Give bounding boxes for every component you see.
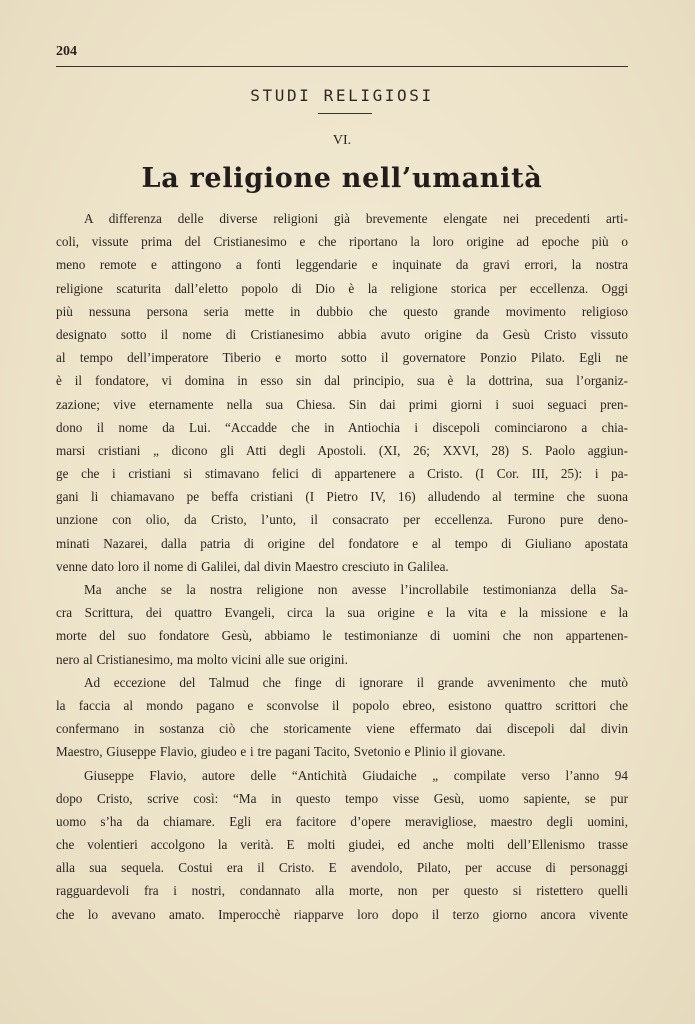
text-line: religione scaturita dall’eletto popolo di Dio è la religione storica per eccellenza. Oggi [56,280,628,296]
text-line: più nessuna persona seria mette in dubbio che questo grande movimento religioso [56,303,628,319]
text-line: confermano in sostanza ciò che storicamente viene effermato dai discepoli dal divin [56,721,628,737]
text-line: unzione con olio, da Cristo, l’unto, il consacrato per eccellenza. Furono pure deno- [56,512,628,528]
text-line: designato sotto il nome di Cristianesimo abbia avuto origine da Gesù Cristo vissuto [56,326,628,342]
text-line: zazione; vive eternamente nella sua Chiesa. Sin dai primi giorni i suoi seguaci pren- [56,396,628,412]
text-line: alla sua sequela. Costui era il Cristo. E avendolo, Pilato, per accuse di personaggi [56,860,628,876]
text-line: ge che i cristiani si stimavano felici di appartenere a Cristo. (I Cor. III, 25): i pa- [56,466,628,482]
text-line: Giuseppe Flavio, autore delle “Antichità Giudaiche „ compilate verso l’anno 94 [84,767,628,783]
text-line: uomo s’ha da chiamare. Egli era facitore d’opere meravigliose, maestro degli uomini, [56,813,628,829]
text-line: la faccia al mondo pagano e sconvolse il popolo ebreo, esistono quattro scrittori che [56,697,628,713]
chapter-number: VI. [332,133,352,148]
text-line: Ad eccezione del Talmud che finge di ignorare il grande avvenimento che mutò [84,674,628,690]
section-title: STUDI RELIGIOSI [250,86,434,105]
text-line: che lo avevano amato. Imperocchè riapparve loro dopo il terzo giorno ancora vivente [56,906,628,922]
chapter-title: La religione nell’umanità [141,163,543,194]
header-rule [56,66,628,67]
text-line: minati Nazarei, dalla patria di origine del fondatore e al tempo di Giuliano apostata [56,535,628,551]
text-line: marsi cristiani „ dicono gli Atti degli Apostoli. (XI, 26; XXVI, 28) S. Paolo aggiun- [56,442,628,458]
text-line: nero al Cristianesimo, ma molto vicini alle sue origini. [56,651,348,667]
text-line: gani li chiamavano pe beffa cristiani (I Pietro IV, 16) alludendo al termine che suona [56,489,628,505]
text-line: venne dato loro il nome di Galilei, dal divin Maestro cresciuto in Galilea. [56,558,449,574]
text-line: Maestro, Giuseppe Flavio, giudeo e i tre pagani Tacito, Svetonio e Plinio il giovane. [56,744,506,760]
title-divider [318,113,372,114]
page-number: 204 [56,44,77,59]
text-line: morte del suo fondatore Gesù, abbiamo le testimonianze di uomini che non appartenen- [56,628,628,644]
text-line: dopo Cristo, scrive così: “Ma in questo tempo visse Gesù, uomo sapiente, se pur [56,790,628,806]
text-line: ragguardevoli fra i nostri, condannato alla morte, non per questo si ristettero quelli [56,883,628,899]
text-line: Ma anche se la nostra religione non avesse l’incrollabile testimonianza della Sa- [84,582,628,597]
text-line: dono il nome da Lui. “Accadde che in Antiochia i discepoli cominciarono a chia- [56,419,628,435]
body-text [56,207,628,926]
text-line: A differenza delle diverse religioni già brevemente elengate nei precedenti arti- [84,211,628,226]
text-line: che volentieri accolgono la verità. E molti giudei, ed anche molti dell’Ellenismo trasse [56,837,628,853]
text-line: cra Scrittura, dei quattro Evangeli, circa la sua origine e la vita e la missione e la [56,605,628,621]
text-line: al tempo dell’imperatore Tiberio e morto sotto il governatore Ponzio Pilato. Egli ne [56,350,628,366]
text-line: meno remote e attingono a fonti leggendarie e inquinate da gravi errori, la nostra [56,257,628,273]
text-line: coli, vissute prima del Cristianesimo e che riportano la loro origine ad epoche più o [56,234,628,250]
text-line: è il fondatore, vi domina in esso sin dal principio, sua è la dottrina, sua l’organiz- [56,373,628,389]
